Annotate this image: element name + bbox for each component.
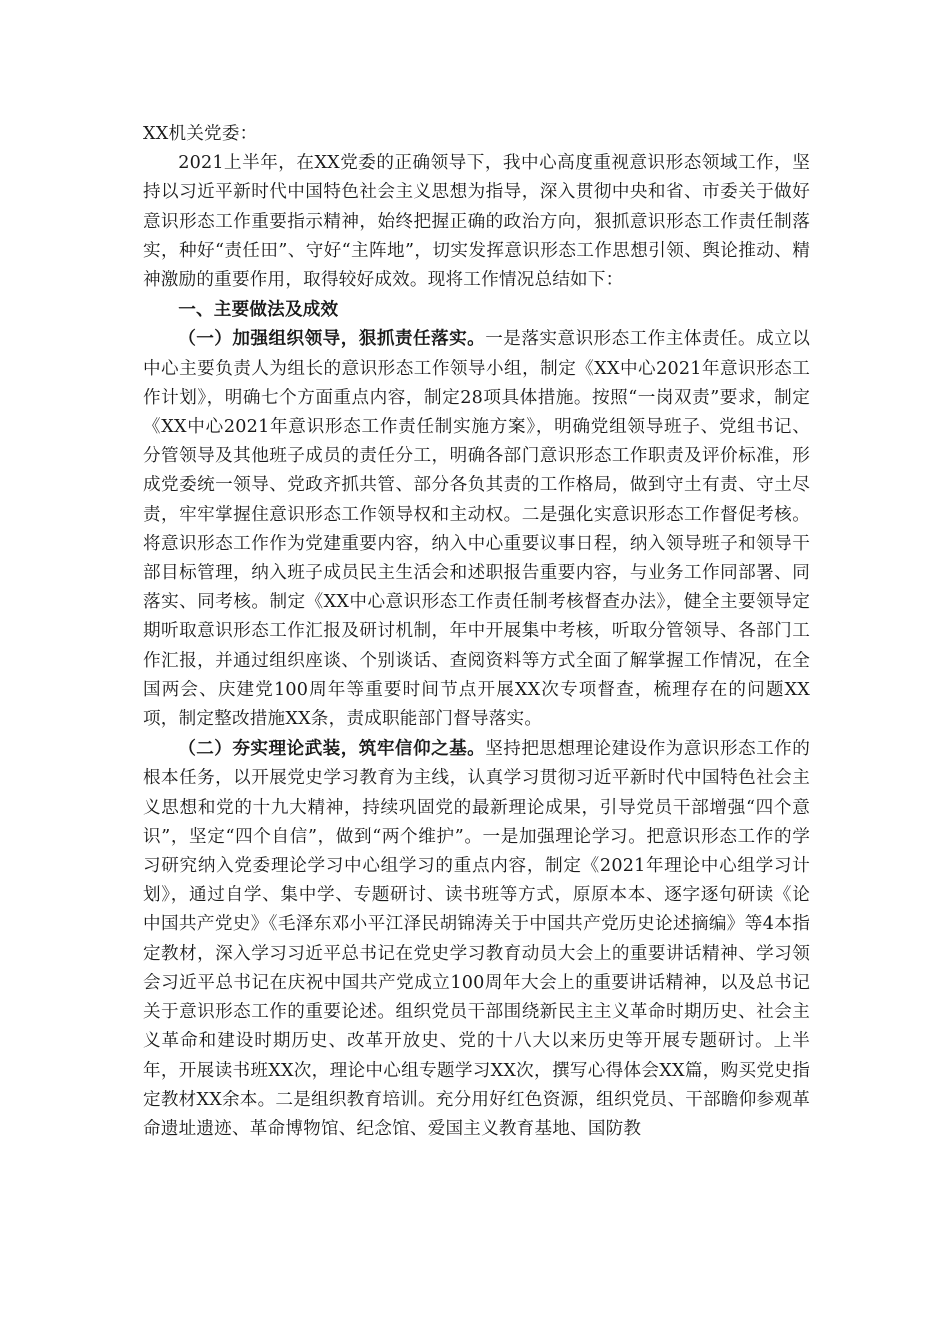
document-body <box>143 120 810 1144</box>
subsection-1-paragraph <box>143 324 810 734</box>
intro-paragraph: 2021上半年，在XX党委的正确领导下，我中心高度重视意识形态领域工作，坚持以习近平新时代中国特色社会主义思想为指导，深入贯彻中央和省、市委关于做好意识形态工作重要指示精神，始终把握正确的政治方向，狠抓意识形态工作责任制落实，种好“责任田”、守好“主阵地”，切实发挥意识形态工作思想引领、舆论推动、精神激励的重要作用，取得较好成效。现将工作情况总结如下： <box>143 153 810 291</box>
section-heading-main-practices: 一、主要做法及成效 <box>178 299 339 321</box>
subsection-2-body: 坚持把思想理论建设作为意识形态工作的根本任务，以开展党史学习教育为主线，认真学习贯彻习近平新时代中国特色社会主义思想和党的十九大精神，持续巩固党的最新理论成果，引导党员干部增强“四个意识”，坚定“四个自信”，做到“两个维护”。一是加强理论学习。把意识形态工作的学习研究纳入党委理论学习中心组学习的重点内容，制定《2021年理论中心组学习计划》，通过自学、集中学、专题研讨、读书班等方式，原原本本、逐字逐句研读《论中国共产党史》《毛泽东邓小平江泽民胡锦涛关于中国共产党历史论述摘编》等4本指定教材，深入学习习近平总书记在党史学习教育动员大会上的重要讲话精神、学习领会习近平总书记在庆祝中国共产党成立100周年大会上的重要讲话精神，以及总书记关于意识形态工作的重要论述。组织党员干部围绕新民主主义革命时期历史、社会主义革命和建设时期历史、改革开放史、党的十八大以来历史等开展专题研讨。上半年，开展读书班XX次，理论中心组专题学习XX次，撰写心得体会XX篇，购买党史指定教材XX余本。二是组织教育培训。充分用好红色资源，组织党员、干部瞻仰参观革命遗址遗迹、革命博物馆、纪念馆、爱国主义教育基地、国防教 <box>143 739 811 1139</box>
subsection-1-heading: （一）加强组织领导，狠抓责任落实。 <box>178 328 486 350</box>
subsection-2-heading: （二）夯实理论武装，筑牢信仰之基。 <box>178 738 486 760</box>
subsection-1-body: 一是落实意识形态工作主体责任。成立以中心主要负责人为组长的意识形态工作领导小组，制定《XX中心2021年意识形态工作计划》，明确七个方面重点内容，制定28项具体措施。按照“一岗双责”要求，制定《XX中心2021年意识形态工作责任制实施方案》，明确党组领导班子、党组书记、分管领导及其他班子成员的责任分工，明确各部门意识形态工作职责及评价标准，形成党委统一领导、党政齐抓共管、部分各负其责的工作格局，做到守土有责、守土尽责，牢牢掌握住意识形态工作领导权和主动权。二是强化实意识形态工作督促考核。将意识形态工作作为党建重要内容，纳入中心重要议事日程，纳入领导班子和领导干部目标管理，纳入班子成员民主生活会和述职报告重要内容，与业务工作同部署、同落实、同考核。制定《XX中心意识形态工作责任制考核督查办法》，健全主要领导定期听取意识形态工作汇报及研讨机制，年中开展集中考核，听取分管领导、各部门工作汇报，并通过组织座谈、个别谈话、查阅资料等方式全面了解掌握工作情况，在全国两会、庆建党100周年等重要时间节点开展XX次专项督查，梳理存在的问题XX项，制定整改措施XX条，责成职能部门督导落实。 <box>143 329 811 730</box>
salutation: XX机关党委： <box>143 124 258 144</box>
subsection-2-paragraph <box>143 734 810 1144</box>
